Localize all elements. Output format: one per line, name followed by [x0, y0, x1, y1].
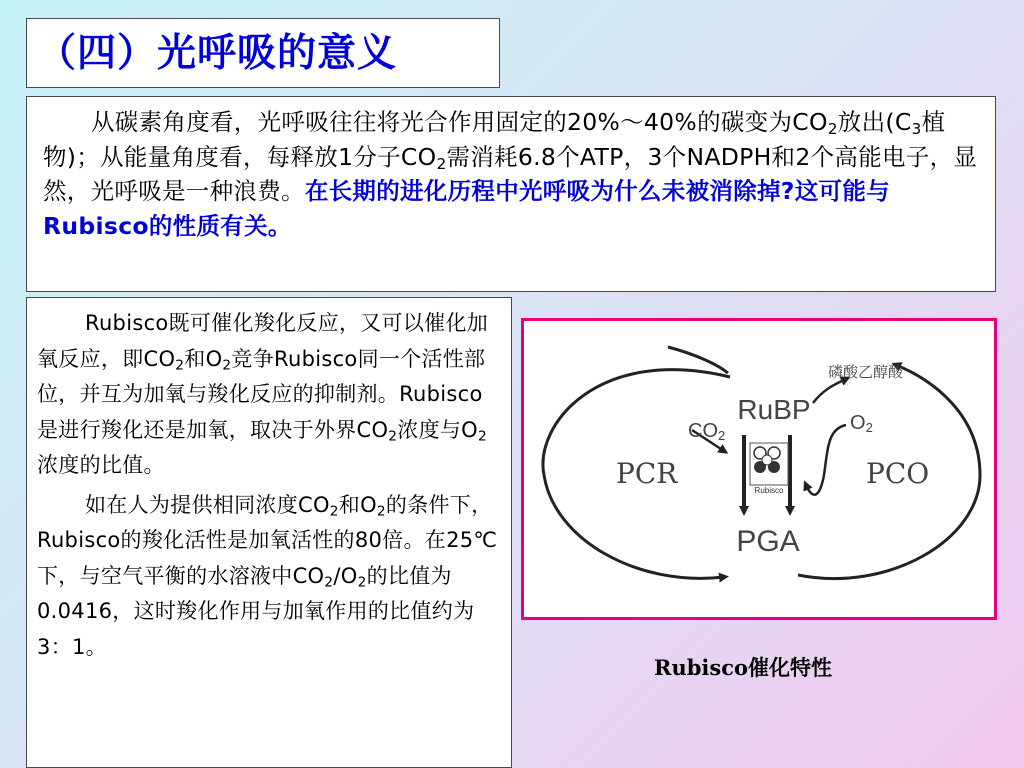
intro-highlight: 在长期的进化历程中光呼吸为什么未被消除掉?这可能与Rubisco的性质有关。: [43, 177, 890, 240]
detail-paragraph-1: [37, 306, 499, 484]
detail-text: 的条件下，Rubisco的羧化活性是加氧活性的80倍。在25℃下，与空气平衡的水溶液中CO: [37, 492, 498, 588]
figure-caption: Rubisco催化特性: [654, 655, 832, 680]
enzyme-label: Rubisco: [754, 486, 784, 495]
intro-text: 需消耗6.8个ATP，3个NADPH和2个高能电子，显然，光呼吸是一种浪费。: [43, 142, 978, 205]
intro-text: 从碳素角度看，光呼吸往往将光合作用固定的20%～40%的碳变为CO: [91, 108, 828, 136]
subscript: 2: [478, 427, 487, 444]
pga-label: PGA: [736, 525, 800, 558]
intro-textbox: [26, 96, 996, 292]
subscript: 2: [357, 573, 367, 590]
pcr-label: PCR: [616, 457, 678, 490]
subscript: 2: [827, 119, 838, 138]
subscript: 2: [329, 502, 339, 519]
detail-textbox: [26, 297, 512, 768]
intro-paragraph: [43, 105, 983, 243]
detail-text: /O: [333, 563, 358, 588]
title-box: [26, 18, 500, 88]
subscript: 2: [324, 573, 334, 590]
subscript: 2: [222, 356, 232, 373]
detail-text: 的比值为0.0416，这时羧化作用与加氧作用的比值约为3：1。: [37, 563, 475, 659]
pco-label: PCO: [866, 457, 930, 490]
o2-hook-arrow: [806, 425, 846, 495]
o2-label: O2: [850, 412, 873, 435]
subscript: 2: [388, 427, 398, 444]
detail-paragraph-2: [37, 488, 499, 666]
subscript: 2: [376, 502, 386, 519]
detail-text: 和O: [338, 492, 377, 517]
co2-label: CO2: [688, 420, 726, 443]
detail-text: 如在人为提供相同浓度CO: [85, 492, 330, 517]
subscript: 2: [436, 154, 447, 173]
glycolate-label: 磷酸乙醇酸: [828, 363, 904, 381]
intro-text: 植物)；从能量角度看，每释放1分子CO: [43, 108, 946, 171]
detail-text: 浓度的比值。: [37, 453, 165, 477]
glycolate-arrow: [813, 379, 846, 403]
detail-text: Rubisco既可催化羧化反应，又可以催化加氧反应，即CO: [37, 311, 489, 371]
detail-text: 浓度与O: [397, 417, 479, 442]
rubp-label: RuBP: [737, 394, 811, 425]
rubisco-diagram: [521, 318, 997, 620]
subscript: 3: [911, 119, 922, 138]
detail-text: 和O: [184, 346, 223, 371]
rubisco-cycle-svg: [528, 325, 990, 613]
page-title: （四）光呼吸的意义: [37, 31, 398, 76]
intro-text: 放出(C: [837, 108, 912, 136]
detail-text: 竞争Rubisco同一个活性部位，并互为加氧与羧化反应的抑制剂。Rubisco是进行羧化还是加氧，取决于外界CO: [37, 346, 486, 442]
subscript: 2: [175, 356, 185, 373]
